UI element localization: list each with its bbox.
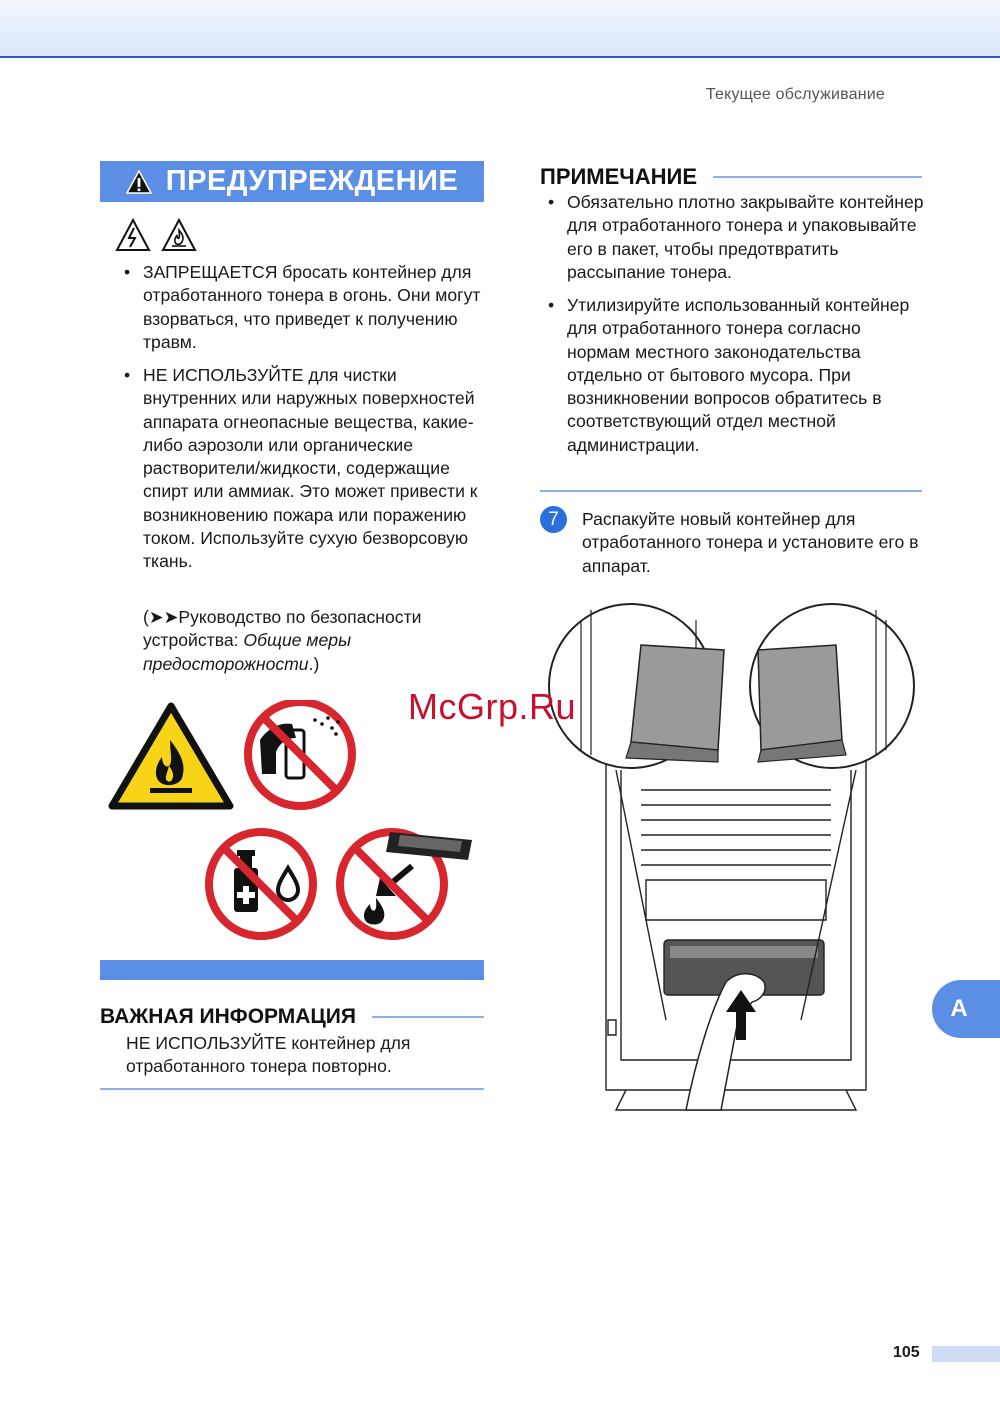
important-divider — [100, 1088, 484, 1090]
note-bullet-list-2 — [548, 294, 926, 457]
printer-illustration — [546, 590, 926, 1120]
important-title: ВАЖНАЯ ИНФОРМАЦИЯ — [100, 1005, 356, 1028]
important-heading — [100, 1005, 484, 1029]
electric-shock-icon — [115, 218, 151, 252]
reference-suffix: .) — [308, 653, 320, 674]
appendix-tab[interactable]: A — [932, 980, 1000, 1038]
warning-bullet-list — [124, 261, 494, 354]
note-rule — [713, 176, 922, 178]
warning-bullet-list-2 — [124, 364, 494, 574]
warning-bottom-bar — [100, 960, 484, 980]
step-instruction: Распакуйте новый контейнер для отработанного тонера и установите его в аппарат. — [582, 509, 919, 576]
warning-bullet-1: • ЗАПРЕЩАЕТСЯ бросать контейнер для отработанного тонера в огонь. Они могут взорваться, что приведет к получению травм. — [124, 261, 494, 354]
note-bullet-1: • Обязательно плотно закрывайте контейнер для отработанного тонера и упаковывайте его в пакет, чтобы предотвратить рассыпание тонера. — [548, 191, 926, 284]
header-band — [0, 0, 1000, 58]
note-title: ПРИМЕЧАНИЕ — [540, 164, 698, 189]
warning-title: ПРЕДУПРЕЖДЕНИЕ — [165, 165, 459, 197]
safety-guide-reference — [143, 606, 493, 676]
running-head: Текущее обслуживание — [705, 86, 885, 103]
reference-italic: Общие меры предосторожности — [143, 630, 352, 674]
note-bullet-2: • Утилизируйте использованный контейнер для отработанного тонера согласно нормам местного законодательства отдельно от бытового мусора. При возникновении вопросов обратитесь в соответствующий отдел местной администрации. — [548, 294, 926, 457]
fire-hazard-icon — [161, 218, 197, 252]
warning-symbols — [115, 218, 197, 252]
flammable-warning-sign — [112, 706, 230, 806]
page-number-bar — [932, 1346, 1000, 1362]
warning-banner — [100, 161, 484, 202]
watermark: McGrp.Ru — [408, 686, 577, 727]
note-divider — [540, 490, 922, 492]
reference-prefix: (➤➤Руководство по безопасности устройства: — [143, 607, 422, 651]
important-rule — [372, 1016, 484, 1018]
note-heading — [540, 164, 922, 190]
no-solvent-sign — [209, 832, 313, 936]
note-bullet-list — [548, 191, 926, 284]
important-text: НЕ ИСПОЛЬЗУЙТЕ контейнер для отработанного тонера повторно. — [126, 1033, 411, 1077]
magnified-view-right — [750, 604, 914, 768]
no-fire-disposal-sign — [340, 832, 472, 936]
safety-signs — [100, 700, 485, 950]
no-aerosol-sign — [248, 702, 352, 806]
step-number-badge: 7 — [540, 506, 567, 533]
warning-bullet-2: • НЕ ИСПОЛЬЗУЙТЕ для чистки внутренних или наружных поверхностей аппарата огнеопасные вещества, какие-либо аэрозоли или органические растворители/жидкости, содержащие спирт или аммиак. Это может привести к возникновению пожара или поражению током. Используйте сухую безворсовую ткань. — [124, 364, 494, 574]
warning-triangle-icon — [126, 170, 152, 194]
page-number: 105 — [893, 1344, 920, 1361]
